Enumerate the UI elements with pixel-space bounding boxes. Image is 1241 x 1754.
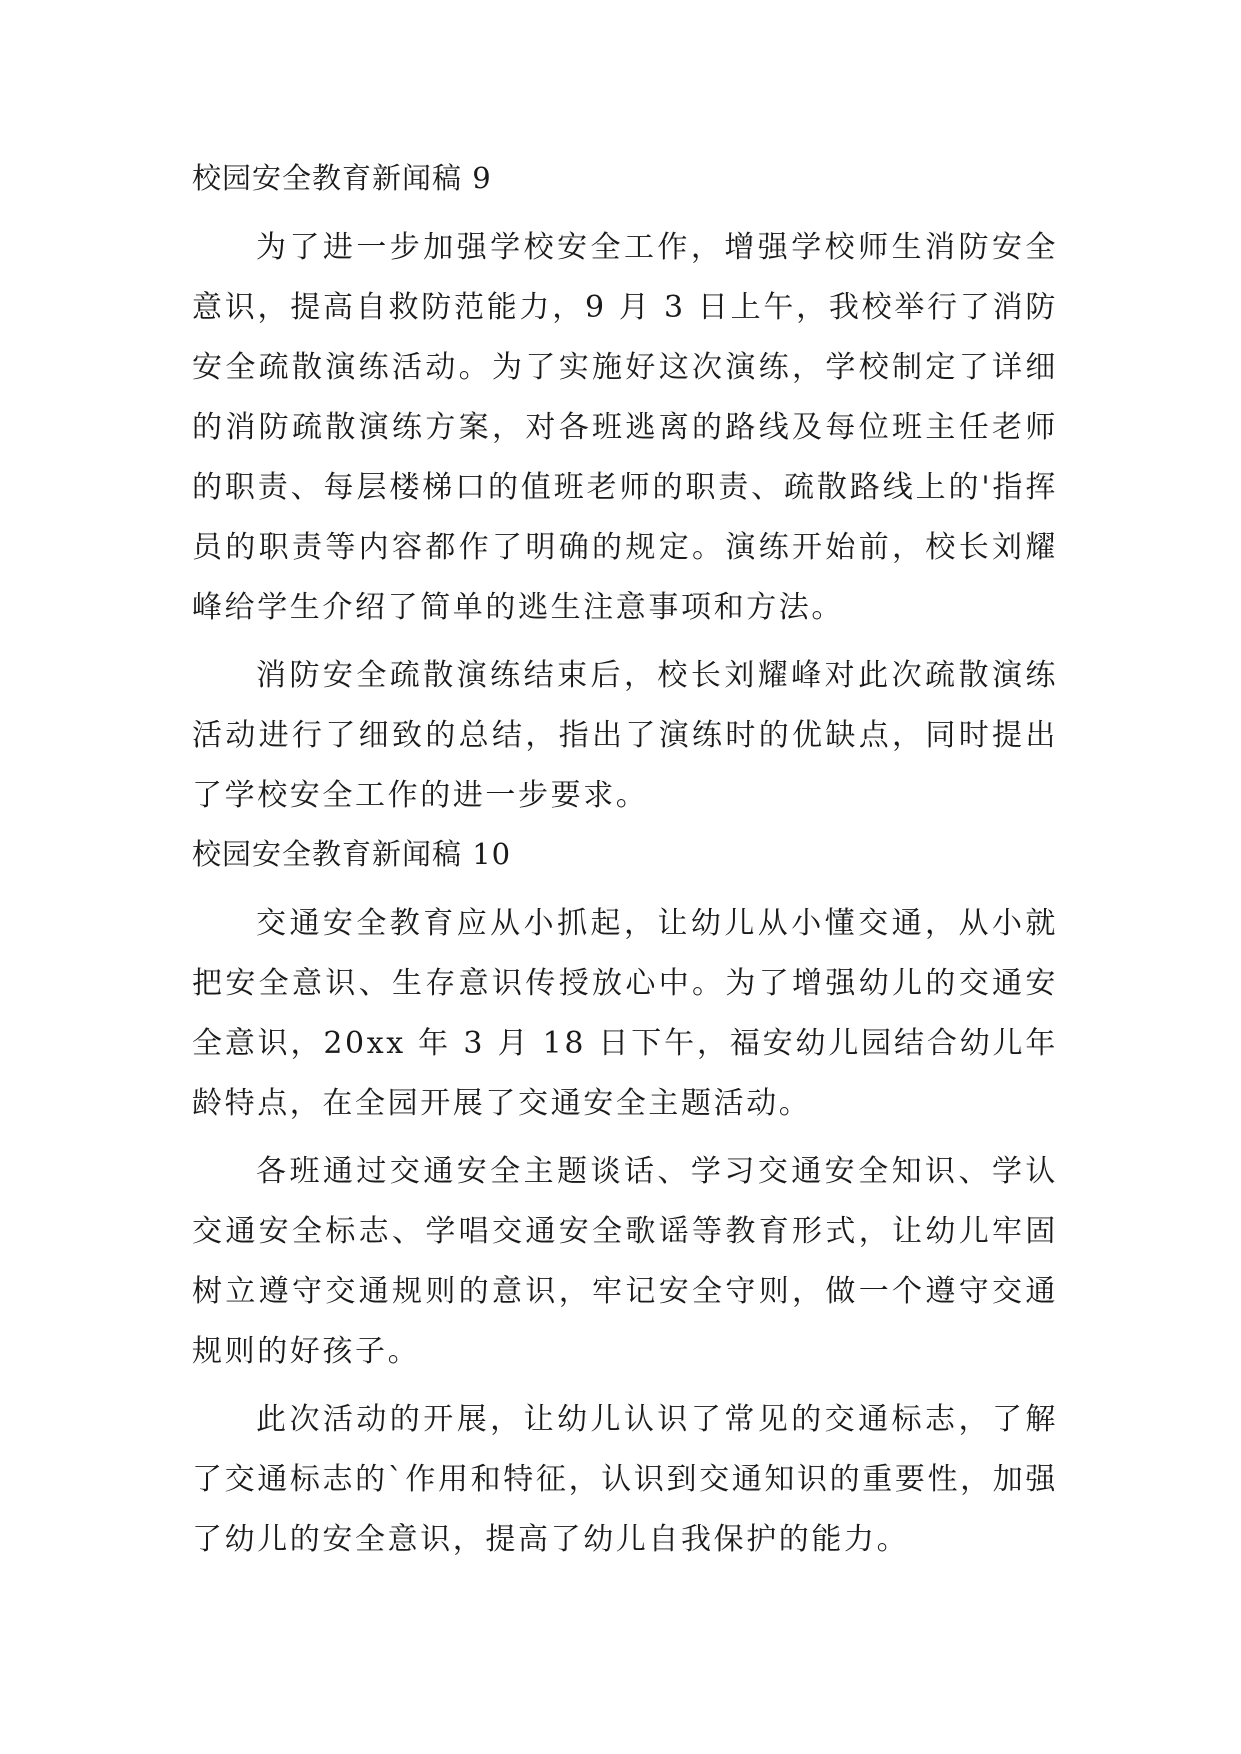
paragraph: 各班通过交通安全主题谈话、学习交通安全知识、学认交通安全标志、学唱交通安全歌谣等教育形式，让幼儿牢固树立遵守交通规则的意识，牢记安全守则，做一个遵守交通规则的好孩子。 xyxy=(192,1154,1058,1369)
paragraph: 交通安全教育应从小抓起，让幼儿从小懂交通，从小就把安全意识、生存意识传授放心中。为了增强幼儿的交通安全意识，20xx 年 3 月 18 日下午，福安幼儿园结合幼儿年龄特点，在全园开展了交通安全主题活动。 xyxy=(192,906,1058,1121)
news-section-10 xyxy=(192,834,1058,1570)
section-title: 校园安全教育新闻稿 10 xyxy=(192,837,512,871)
paragraph: 消防安全疏散演练结束后，校长刘耀峰对此次疏散演练活动进行了细致的总结，指出了演练时的优缺点，同时提出了学校安全工作的进一步要求。 xyxy=(192,658,1058,813)
paragraph: 此次活动的开展，让幼儿认识了常见的交通标志，了解了交通标志的`作用和特征，认识到交通知识的重要性，加强了幼儿的安全意识，提高了幼儿自我保护的能力。 xyxy=(192,1402,1058,1557)
paragraph: 为了进一步加强学校安全工作，增强学校师生消防安全意识，提高自救防范能力，9 月 3 日上午，我校举行了消防安全疏散演练活动。为了实施好这次演练，学校制定了详细的消防疏散演练方案，对各班逃离的路线及每位班主任老师的职责、每层楼梯口的值班老师的职责、疏散路线上的'指挥员的职责等内容都作了明确的规定。演练开始前，校长刘耀峰给学生介绍了简单的逃生注意事项和方法。 xyxy=(192,230,1058,625)
news-section-9 xyxy=(192,158,1058,826)
section-title: 校园安全教育新闻稿 9 xyxy=(192,161,492,195)
document-body xyxy=(192,158,1058,1578)
